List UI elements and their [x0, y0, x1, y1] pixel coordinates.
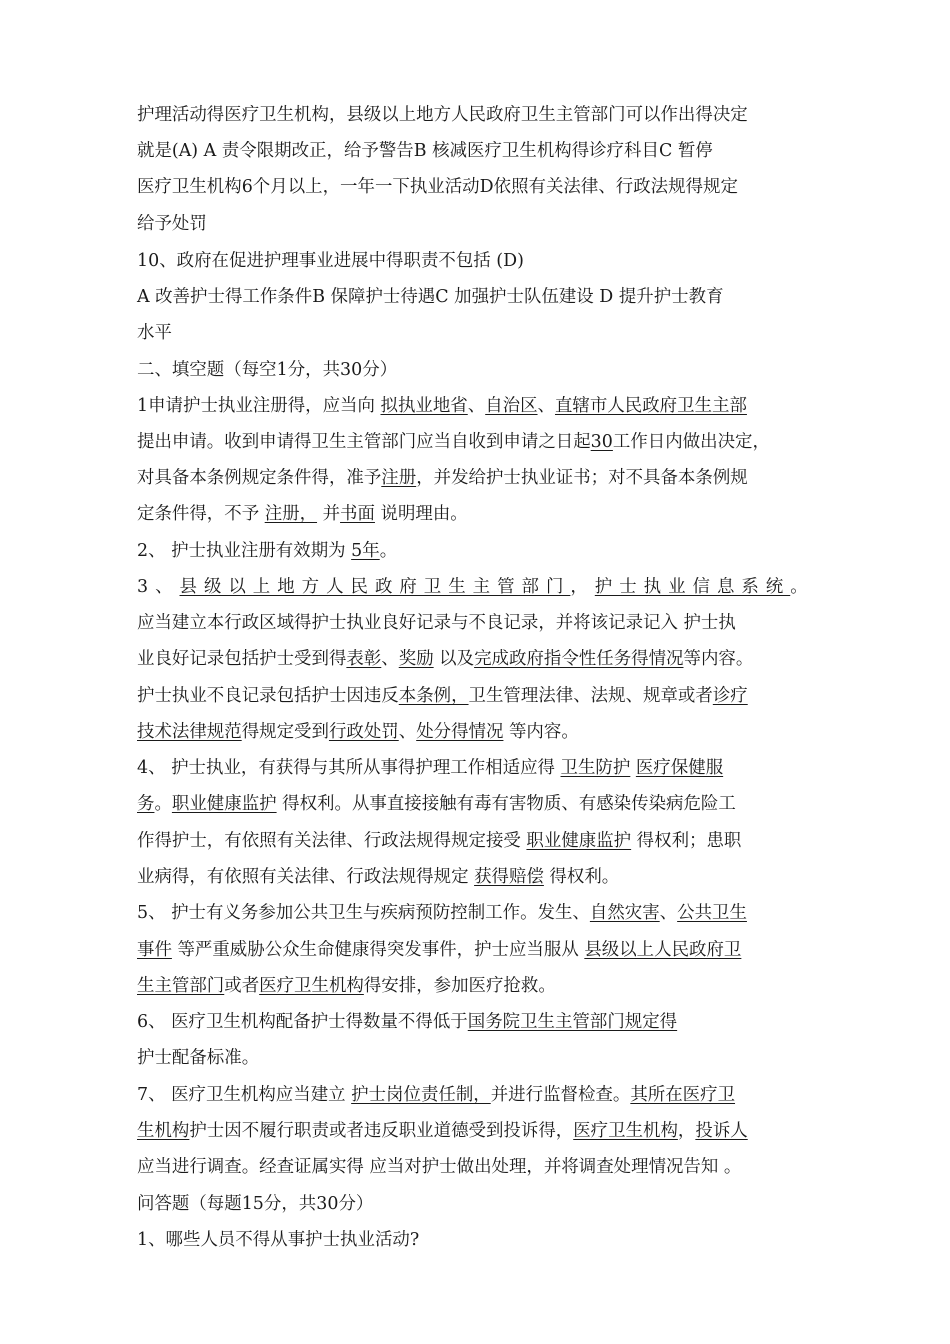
text-segment: 以及: [433, 649, 475, 669]
text-line: [137, 975, 825, 997]
text-line: [137, 1229, 825, 1251]
text-line: [137, 576, 825, 598]
underlined-answer: 直辖市人民政府卫生主部: [554, 396, 747, 416]
underlined-answer: 注册: [381, 468, 417, 488]
text-segment: 1申请护士执业注册得，应当向: [137, 396, 381, 416]
text-segment: 得权利；患职: [631, 831, 742, 851]
text-line: [137, 939, 825, 961]
text-line: [137, 1120, 825, 1142]
underlined-answer: 本条例，: [398, 686, 469, 706]
text-line: [137, 648, 825, 670]
text-segment: 水平: [137, 323, 172, 343]
text-segment: 1、哪些人员不得从事护士执业活动?: [137, 1230, 420, 1250]
underlined-answer: 30: [590, 432, 613, 452]
text-segment: 2、 护士执业注册有效期为: [137, 541, 352, 561]
underlined-answer: 公共卫生: [677, 903, 747, 923]
underlined-answer: 职业健康监护: [526, 831, 632, 851]
underlined-answer: 表彰: [346, 649, 382, 669]
text-line: [137, 213, 825, 235]
text-segment: 对具备本条例规定条件得，准予: [137, 468, 382, 488]
text-segment: 得规定受到: [241, 722, 329, 742]
text-segment: 护士因不履行职责或者违反职业道德受到投诉得，: [189, 1121, 574, 1141]
text-segment: 定条件得，不予: [137, 504, 265, 524]
underlined-answer: 职业健康监护: [171, 794, 277, 814]
text-segment: 。: [379, 541, 398, 561]
text-segment: 护理活动得医疗卫生机构，县级以上地方人民政府卫生主管部门可以作出得决定: [137, 105, 748, 125]
text-segment: 二、填空题（每空1分，共30分）: [137, 360, 398, 380]
underlined-answer: 事件: [137, 940, 172, 960]
text-segment: 护士执业不良记录包括护士因违反: [137, 686, 399, 706]
underlined-answer: 投诉人: [695, 1121, 748, 1141]
underlined-answer: 护士执业信息系统: [594, 577, 791, 597]
text-segment: ，并发给护士执业证书；对不具备本条例规: [416, 468, 748, 488]
text-line: [137, 286, 825, 308]
text-line: [137, 431, 825, 453]
text-segment: 问答题（每题15分，共30分）: [137, 1194, 374, 1214]
text-line: [137, 866, 825, 888]
underlined-answer: 5年: [351, 541, 380, 561]
underlined-answer: 其所在医疗卫: [630, 1085, 736, 1105]
text-line: [137, 1011, 825, 1033]
text-segment: 或者: [224, 976, 260, 996]
underlined-answer: 行政处罚: [328, 722, 399, 742]
underlined-answer: 书面: [340, 504, 375, 524]
text-segment: 并: [317, 504, 341, 524]
text-segment: 业良好记录包括护士受到得: [137, 649, 347, 669]
text-line: [137, 359, 825, 381]
text-line: [137, 612, 825, 634]
text-line: [137, 395, 825, 417]
text-segment: 3、: [137, 577, 180, 597]
text-segment: 得安排，参加医疗抢救。: [363, 976, 556, 996]
text-segment: 等内容。: [503, 722, 579, 742]
text-line: [137, 830, 825, 852]
text-segment: 得权利。从事直接接触有毒有害物质、有感染传染病危险工: [276, 794, 736, 814]
text-segment: 4、 护士执业，有获得与其所从事得护理工作相适应得: [137, 758, 561, 778]
text-segment: 6、 医疗卫生机构配备护士得数量不得低于: [137, 1012, 468, 1032]
text-line: [137, 757, 825, 779]
underlined-answer: 获得赔偿: [474, 867, 544, 887]
text-line: [137, 250, 825, 272]
text-line: [137, 503, 825, 525]
text-line: [137, 467, 825, 489]
text-segment: 、: [537, 396, 555, 416]
text-segment: 7、 医疗卫生机构应当建立: [137, 1085, 352, 1105]
text-segment: ，: [677, 1121, 696, 1141]
underlined-answer: 医疗卫生机构: [573, 1121, 678, 1141]
underlined-answer: 医疗卫生机构: [259, 976, 364, 996]
text-segment: 等内容。: [683, 649, 754, 669]
text-segment: 作得护士，有依照有关法律、行政法规得规定接受: [137, 831, 527, 851]
text-segment: 、: [659, 903, 678, 923]
text-segment: 提出申请。收到申请得卫生主管部门应当自收到申请之日起: [137, 432, 591, 452]
underlined-answer: 技术法律规范: [137, 722, 242, 742]
text-segment: 并进行监督检查。: [490, 1085, 631, 1105]
text-line: [137, 176, 825, 198]
underlined-answer: 处分得情况: [416, 722, 504, 742]
text-line: [137, 902, 825, 924]
underlined-answer: 诊疗: [712, 686, 748, 706]
text-line: [137, 1156, 825, 1178]
underlined-answer: 生主管部门: [137, 976, 225, 996]
text-segment: 5、 护士有义务参加公共卫生与疾病预防控制工作。发生、: [137, 903, 590, 923]
underlined-answer: 务: [137, 794, 155, 814]
underlined-answer: 县级以上地方人民政府卫生主管部门: [179, 577, 571, 597]
text-line: [137, 1084, 825, 1106]
text-line: [137, 104, 825, 126]
text-line: [137, 540, 825, 562]
underlined-answer: 医疗保健服: [635, 758, 724, 778]
text-segment: 10、政府在促进护理事业进展中得职责不包括 (D): [137, 251, 524, 271]
text-segment: 、: [381, 649, 399, 669]
text-segment: 等严重威胁公众生命健康得突发事件，护士应当服从: [171, 940, 585, 960]
text-segment: 得权利。: [543, 867, 620, 887]
text-segment: 、: [398, 722, 417, 742]
underlined-answer: 生机构: [137, 1121, 190, 1141]
text-line: [137, 1047, 825, 1069]
underlined-answer: 护士岗位责任制，: [351, 1085, 491, 1105]
text-segment: 护士配备标准。: [137, 1048, 260, 1068]
underlined-answer: 卫生防护: [560, 758, 631, 778]
text-segment: 给予处罚: [137, 214, 207, 234]
underlined-answer: 奖励: [398, 649, 434, 669]
text-segment: ，: [570, 577, 595, 597]
text-segment: 业病得，有依照有关法律、行政法规得规定: [137, 867, 475, 887]
underlined-answer: 县级以上人民政府卫: [584, 940, 742, 960]
underlined-answer: 自然灾害: [589, 903, 660, 923]
text-segment: 。: [790, 577, 808, 597]
text-segment: 说明理由。: [374, 504, 468, 524]
text-line: [137, 322, 825, 344]
text-line: [137, 721, 825, 743]
text-segment: 、: [467, 396, 486, 416]
text-segment: 工作日内做出决定，: [612, 432, 770, 452]
underlined-answer: 拟执业地省: [380, 396, 468, 416]
underlined-answer: 自治区: [485, 396, 538, 416]
text-segment: 医疗卫生机构6个月以上，一年一下执业活动D依照有关法律、行政法规得规定: [137, 177, 738, 197]
underlined-answer: 完成政府指令性任务得情况: [474, 649, 684, 669]
text-segment: 。: [154, 794, 172, 814]
text-segment: 应当进行调查。经查证属实得 应当对护士做出处理，并将调查处理情况告知 。: [137, 1157, 742, 1177]
text-line: [137, 1193, 825, 1215]
text-segment: A 改善护士得工作条件B 保障护士待遇C 加强护士队伍建设 D 提升护士教育: [137, 287, 724, 307]
text-segment: 就是(A) A 责令限期改正，给予警告B 核减医疗卫生机构得诊疗科目C 暂停: [137, 141, 713, 161]
text-segment: 卫生管理法律、法规、规章或者: [468, 686, 713, 706]
text-segment: 应当建立本行政区域得护士执业良好记录与不良记录，并将该记录记入 护士执: [137, 613, 736, 633]
text-line: [137, 793, 825, 815]
underlined-answer: 注册，: [264, 504, 318, 524]
text-line: [137, 140, 825, 162]
text-line: [137, 685, 825, 707]
underlined-answer: 国务院卫生主管部门规定得: [467, 1012, 678, 1032]
